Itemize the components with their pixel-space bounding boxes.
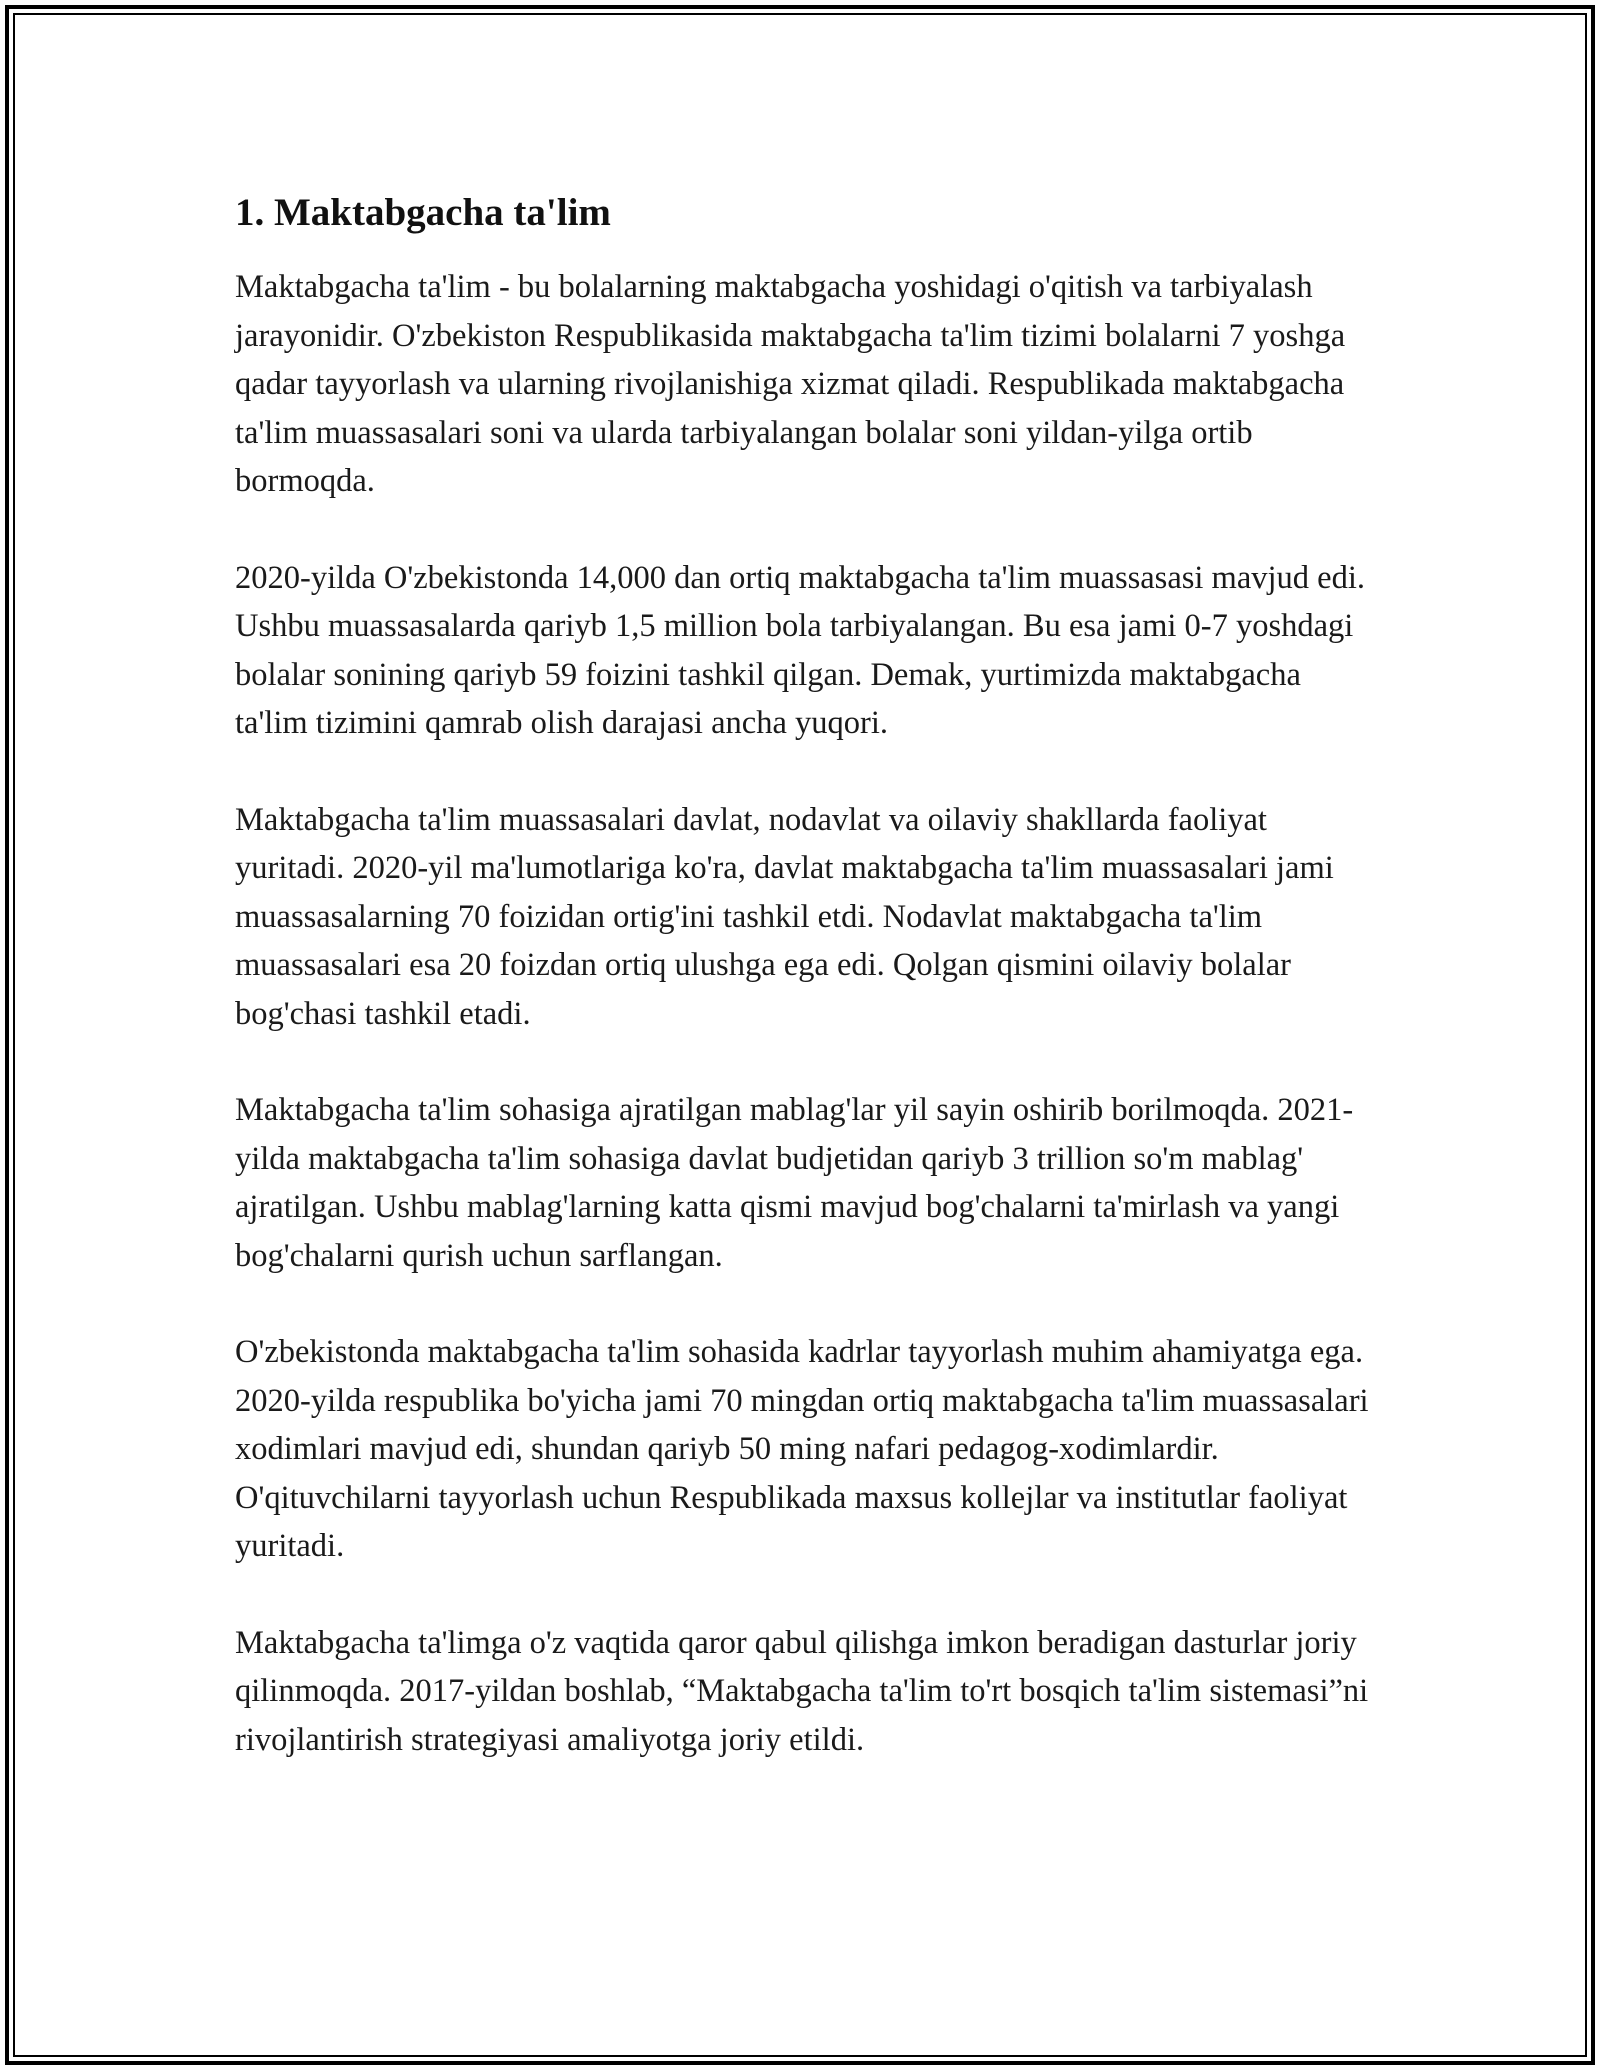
paragraph-intro: Maktabgacha ta'lim - bu bolalarning maktabgacha yoshidagi o'qitish va tarbiyalash jarayonidir. O'zbekiston Respublikasida maktabgacha ta'lim tizimi bolalarni 7 yoshga qadar tayyorlash va ularning rivojlanishiga xizmat qiladi. Respublikada maktabgacha ta'lim muassasalari soni va ularda tarbiyalangan bolalar soni yildan-yilga ortib bormoqda. bbox=[235, 269, 1346, 499]
paragraph-statistics-2020: 2020-yilda O'zbekistonda 14,000 dan ortiq maktabgacha ta'lim muassasasi mavjud edi. Ushbu muassasalarda qariyb 1,5 million bola tarbiyalangan. Bu esa jami 0-7 yoshdagi bolalar sonining qariyb 59 foizini tashkil qilgan. Demak, yurtimizda maktabgacha ta'lim tizimini qamrab olish darajasi ancha yuqori. bbox=[235, 559, 1365, 741]
paragraph-institution-types: Maktabgacha ta'lim muassasalari davlat, nodavlat va oilaviy shakllarda faoliyat yuritadi. 2020-yil ma'lumotlariga ko'ra, davlat maktabgacha ta'lim muassasalari jami muassasalarning 70 foizidan ortig'ini tashkil etdi. Nodavlat maktabgacha ta'lim muassasalari esa 20 foizdan ortiq ulushga ega edi. Qolgan qismini oilaviy bolalar bog'chasi tashkil etadi. bbox=[235, 801, 1334, 1032]
paragraph-staff-training: O'zbekistonda maktabgacha ta'lim sohasida kadrlar tayyorlash muhim ahamiyatga ega. 2020-yilda respublika bo'yicha jami 70 mingdan ortiq maktabgacha ta'lim muassasalari xodimlari mavjud edi, shundan qariyb 50 ming nafari pedagog-xodimlardir. O'qituvchilarni tayyorlash uchun Respublikada maxsus kollejlar va institutlar faoliyat yuritadi. bbox=[235, 1334, 1369, 1564]
paragraph-programs: Maktabgacha ta'limga o'z vaqtida qaror qabul qilishga imkon beradigan dasturlar joriy qilinmoqda. 2017-yildan boshlab, “Maktabgacha ta'lim to'rt bosqich ta'lim sistemasi”ni rivojlantirish strategiyasi amaliyotga joriy etildi. bbox=[235, 1624, 1369, 1758]
paragraph-funding: Maktabgacha ta'lim sohasiga ajratilgan mablag'lar yil sayin oshirib borilmoqda. 2021-yilda maktabgacha ta'lim sohasiga davlat budjetidan qariyb 3 trillion so'm mablag' ajratilgan. Ushbu mablag'larning katta qismi mavjud bog'chalarni ta'mirlash va yangi bog'chalarni qurish uchun sarflangan. bbox=[235, 1092, 1354, 1274]
document-body bbox=[235, 185, 1375, 1812]
section-heading: 1. Maktabgacha ta'lim bbox=[235, 191, 611, 234]
